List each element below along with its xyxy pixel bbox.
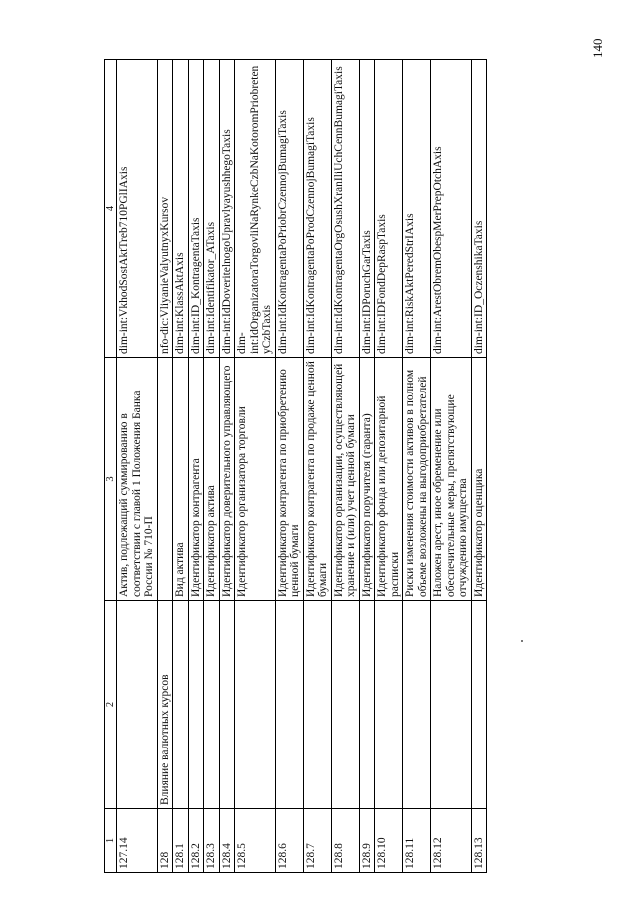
- description-cell: Идентификатор оценщика: [471, 358, 487, 601]
- description-cell: Идентификатор контрагента: [188, 358, 204, 601]
- section-name-cell: [375, 601, 403, 809]
- table-row: [204, 60, 220, 873]
- column-header: 1: [105, 809, 117, 873]
- row-number-cell: 128.10: [375, 809, 403, 873]
- axis-code-cell: dim-int:Identifikator_ATaxis: [204, 60, 220, 358]
- axis-code-cell: dim-int:IdKontragentaPoPriobrCzennojBumagiTaxis: [275, 60, 303, 358]
- axis-code-cell: dim-int:IDFondDepRaspTaxis: [375, 60, 403, 358]
- table-row: [188, 60, 204, 873]
- section-name-cell: [219, 601, 235, 809]
- section-name-cell: [117, 601, 158, 809]
- description-cell: Идентификатор фонда или депозитарной расписки: [375, 358, 403, 601]
- section-name-cell: [235, 601, 276, 809]
- table-row: [117, 60, 158, 873]
- description-cell: Идентификатор поручителя (гаранта): [359, 358, 375, 601]
- axis-code-cell: dim-int:IdKontragentaPoProdCzennojBumagiTaxis: [303, 60, 331, 358]
- table-row: [375, 60, 403, 873]
- section-name-cell: Влияние валютных курсов: [157, 601, 173, 809]
- description-cell: [157, 358, 173, 601]
- section-name-cell: [431, 601, 472, 809]
- column-header: 3: [105, 358, 117, 601]
- description-cell: Наложен арест, иное обременение или обеспечительные меры, препятствующие отчуждению имущества: [431, 358, 472, 601]
- description-cell: Идентификатор контрагента по продаже ценной бумаги: [303, 358, 331, 601]
- row-number-cell: 128.3: [204, 809, 220, 873]
- row-number-cell: 128.9: [359, 809, 375, 873]
- description-cell: Идентификатор организатора торговли: [235, 358, 276, 601]
- column-header: 2: [105, 601, 117, 809]
- table-row: [157, 60, 173, 873]
- section-name-cell: [204, 601, 220, 809]
- section-name-cell: [188, 601, 204, 809]
- axis-code-cell: nfo-dic:VliyanieValyutnyxKursov: [157, 60, 173, 358]
- section-name-cell: [331, 601, 359, 809]
- row-number-cell: 128.7: [303, 809, 331, 873]
- row-number-cell: 128.11: [403, 809, 431, 873]
- row-number-cell: 128.4: [219, 809, 235, 873]
- table-row: [403, 60, 431, 873]
- row-number-cell: 128.8: [331, 809, 359, 873]
- row-number-cell: 128.2: [188, 809, 204, 873]
- table-row: [173, 60, 189, 873]
- description-cell: Идентификатор актива: [204, 358, 220, 601]
- row-number-cell: 127.14: [117, 809, 158, 873]
- table-row: [471, 60, 487, 873]
- section-name-cell: [403, 601, 431, 809]
- description-cell: Идентификатор доверительного управляющего: [219, 358, 235, 601]
- description-cell: Вид актива: [173, 358, 189, 601]
- axis-code-cell: dim-int:KlassAktAxis: [173, 60, 189, 358]
- description-cell: Актив, подлежащий суммированию в соответствии с главой 1 Положения Банка России № 710-П: [117, 358, 158, 601]
- table-row: [219, 60, 235, 873]
- description-cell: Идентификатор организации, осуществляющей хранение и (или) учет ценной бумаги: [331, 358, 359, 601]
- table-body: [117, 60, 487, 873]
- table-row: [431, 60, 472, 873]
- table-row: [235, 60, 276, 873]
- axis-code-cell: dim-int:IdOrganizatoraTorgovliNaRynkeCzbNaKotoromPriobretenyCzbTaxis: [235, 60, 276, 358]
- section-name-cell: [471, 601, 487, 809]
- table-row: [303, 60, 331, 873]
- axis-code-cell: dim-int:ID_KontragentaTaxis: [188, 60, 204, 358]
- axis-code-cell: dim-int:ArestObremObespMerPrepOtchAxis: [431, 60, 472, 358]
- row-number-cell: 128.1: [173, 809, 189, 873]
- axis-code-cell: dim-int:RiskAktPeredStrIAxis: [403, 60, 431, 358]
- row-number-cell: 128.12: [431, 809, 472, 873]
- axis-code-cell: dim-int:ID_OczenshikaTaxis: [471, 60, 487, 358]
- table-row: [331, 60, 359, 873]
- rotated-table-container: [104, 60, 580, 873]
- description-cell: Риски изменения стоимости активов в полном объеме возложены на выгодоприобретателей: [403, 358, 431, 601]
- description-cell: Идентификатор контрагента по приобретению ценной бумаги: [275, 358, 303, 601]
- section-name-cell: [275, 601, 303, 809]
- column-header: 4: [105, 60, 117, 358]
- row-number-cell: 128.5: [235, 809, 276, 873]
- section-name-cell: [359, 601, 375, 809]
- row-number-cell: 128.6: [275, 809, 303, 873]
- data-table: [104, 59, 487, 873]
- page-number: 140: [590, 38, 605, 58]
- row-number-cell: 128: [157, 809, 173, 873]
- row-number-cell: 128.13: [471, 809, 487, 873]
- section-name-cell: [303, 601, 331, 809]
- axis-code-cell: dim-int:VkhodSostAktTreb710PGlIAxis: [117, 60, 158, 358]
- table-row: [359, 60, 375, 873]
- axis-code-cell: dim-int:IdKontragentaOrgOsushXranIliUchCennBumagiTaxis: [331, 60, 359, 358]
- axis-code-cell: dim-int:IDPoruchGarTaxis: [359, 60, 375, 358]
- table-row: [275, 60, 303, 873]
- section-name-cell: [173, 601, 189, 809]
- axis-code-cell: dim-int:IdDoveritelnogoUpravlyayushhegoTaxis: [219, 60, 235, 358]
- table-header-row: [105, 60, 117, 873]
